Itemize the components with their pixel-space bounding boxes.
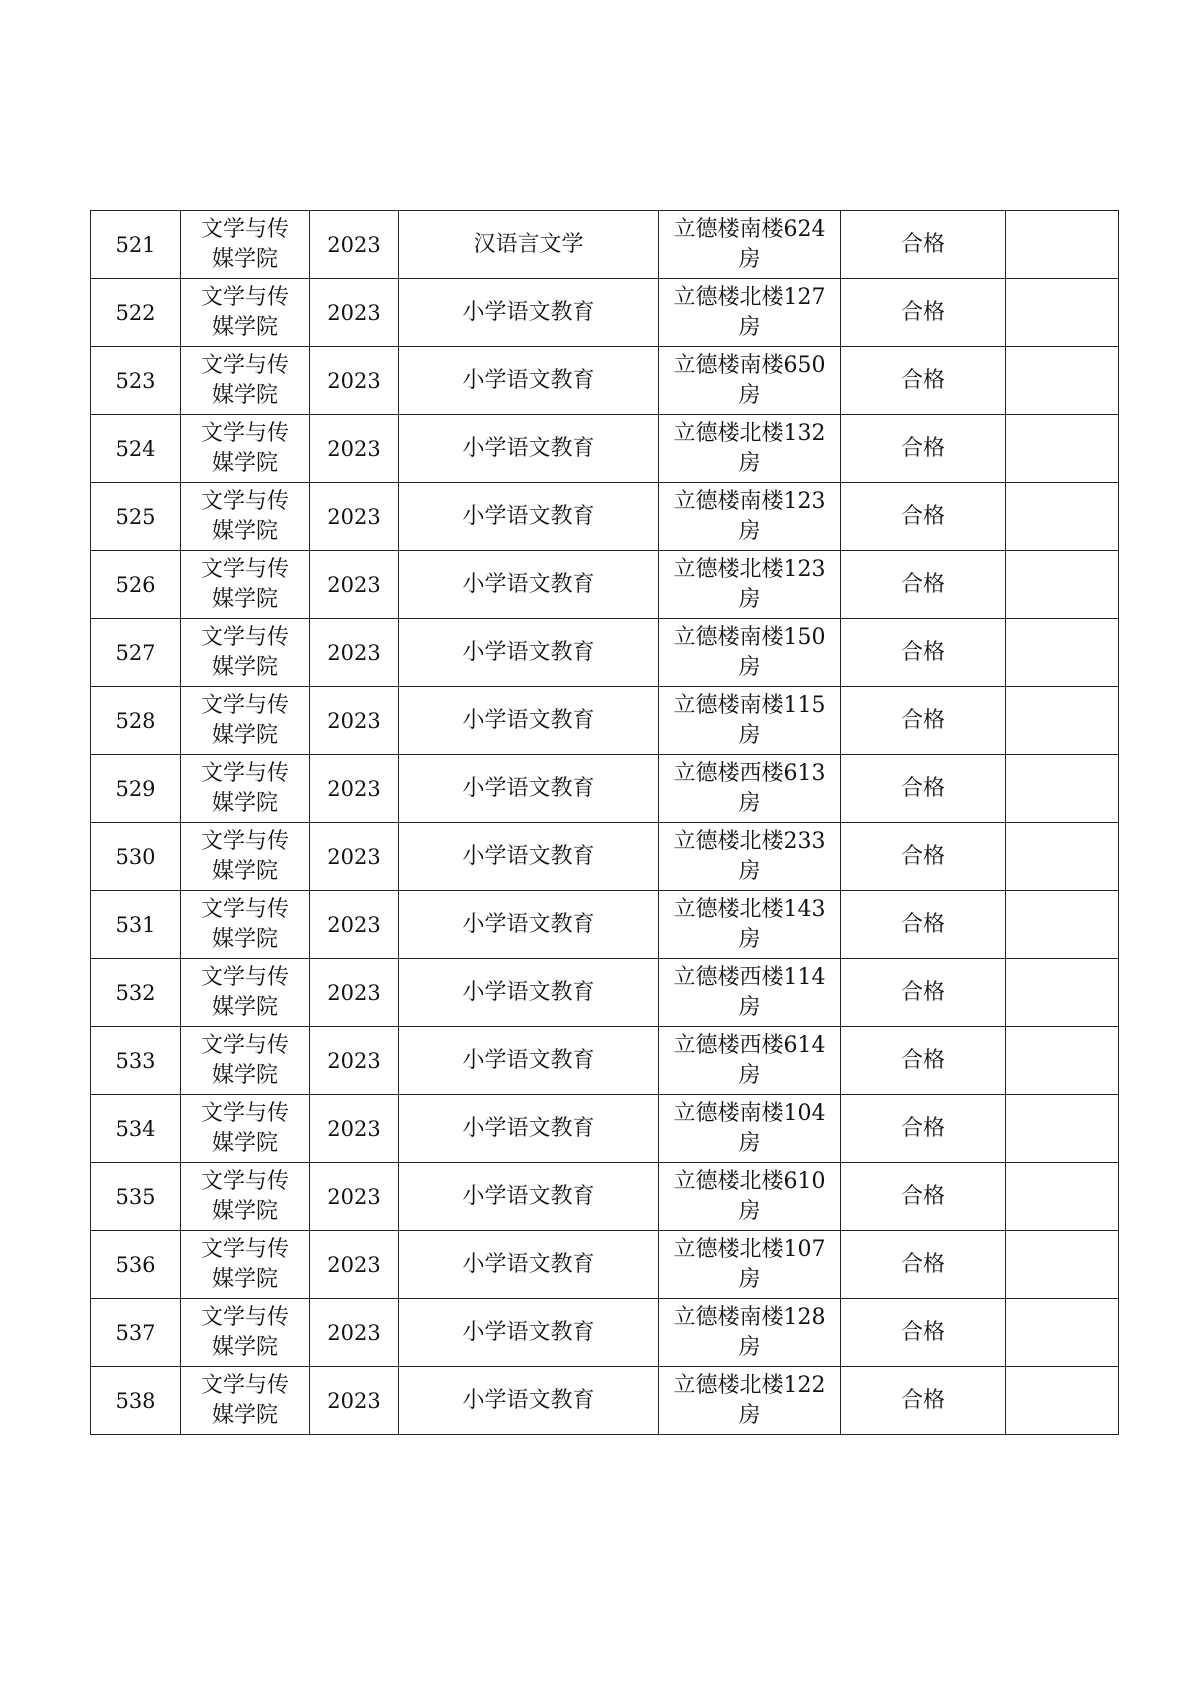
result-cell: 合格 (841, 279, 1006, 347)
major-cell: 小学语文教育 (399, 483, 659, 551)
result-cell: 合格 (841, 1231, 1006, 1299)
year-cell: 2023 (310, 959, 399, 1027)
result-cell: 合格 (841, 415, 1006, 483)
note-cell (1006, 755, 1119, 823)
major-cell: 小学语文教育 (399, 279, 659, 347)
result-cell: 合格 (841, 823, 1006, 891)
year-cell: 2023 (310, 823, 399, 891)
table-row (91, 959, 1119, 1027)
college-cell: 文学与传媒学院 (181, 279, 310, 347)
result-cell: 合格 (841, 211, 1006, 279)
year-cell: 2023 (310, 551, 399, 619)
result-cell: 合格 (841, 1299, 1006, 1367)
year-cell: 2023 (310, 279, 399, 347)
year-cell: 2023 (310, 1367, 399, 1435)
college-cell: 文学与传媒学院 (181, 415, 310, 483)
note-cell (1006, 959, 1119, 1027)
table-row (91, 755, 1119, 823)
note-cell (1006, 891, 1119, 959)
result-cell: 合格 (841, 891, 1006, 959)
year-cell: 2023 (310, 1231, 399, 1299)
room-cell: 立德楼北楼610房 (659, 1163, 841, 1231)
college-cell: 文学与传媒学院 (181, 755, 310, 823)
row-number-cell: 526 (91, 551, 181, 619)
room-cell: 立德楼北楼132房 (659, 415, 841, 483)
year-cell: 2023 (310, 1027, 399, 1095)
room-cell: 立德楼西楼614房 (659, 1027, 841, 1095)
major-cell: 小学语文教育 (399, 823, 659, 891)
year-cell: 2023 (310, 415, 399, 483)
college-cell: 文学与传媒学院 (181, 347, 310, 415)
college-cell: 文学与传媒学院 (181, 891, 310, 959)
major-cell: 小学语文教育 (399, 1163, 659, 1231)
room-cell: 立德楼南楼123房 (659, 483, 841, 551)
major-cell: 小学语文教育 (399, 755, 659, 823)
result-cell: 合格 (841, 755, 1006, 823)
year-cell: 2023 (310, 483, 399, 551)
note-cell (1006, 211, 1119, 279)
row-number-cell: 525 (91, 483, 181, 551)
note-cell (1006, 687, 1119, 755)
room-cell: 立德楼北楼107房 (659, 1231, 841, 1299)
major-cell: 小学语文教育 (399, 1367, 659, 1435)
row-number-cell: 521 (91, 211, 181, 279)
table-row (91, 1027, 1119, 1095)
table-row (91, 1163, 1119, 1231)
college-cell: 文学与传媒学院 (181, 211, 310, 279)
major-cell: 小学语文教育 (399, 891, 659, 959)
note-cell (1006, 823, 1119, 891)
college-cell: 文学与传媒学院 (181, 1231, 310, 1299)
major-cell: 小学语文教育 (399, 687, 659, 755)
college-cell: 文学与传媒学院 (181, 823, 310, 891)
college-cell: 文学与传媒学院 (181, 1095, 310, 1163)
table-row (91, 1231, 1119, 1299)
result-cell: 合格 (841, 347, 1006, 415)
room-cell: 立德楼南楼104房 (659, 1095, 841, 1163)
major-cell: 小学语文教育 (399, 347, 659, 415)
room-cell: 立德楼西楼613房 (659, 755, 841, 823)
note-cell (1006, 1163, 1119, 1231)
row-number-cell: 537 (91, 1299, 181, 1367)
note-cell (1006, 1367, 1119, 1435)
room-cell: 立德楼北楼143房 (659, 891, 841, 959)
table-row (91, 1299, 1119, 1367)
major-cell: 小学语文教育 (399, 1027, 659, 1095)
dormitory-inspection-table (90, 210, 1119, 1435)
row-number-cell: 533 (91, 1027, 181, 1095)
year-cell: 2023 (310, 755, 399, 823)
room-cell: 立德楼南楼115房 (659, 687, 841, 755)
table-row (91, 687, 1119, 755)
year-cell: 2023 (310, 1299, 399, 1367)
table-row (91, 211, 1119, 279)
table-row (91, 1095, 1119, 1163)
table-row (91, 891, 1119, 959)
row-number-cell: 529 (91, 755, 181, 823)
note-cell (1006, 1231, 1119, 1299)
row-number-cell: 534 (91, 1095, 181, 1163)
room-cell: 立德楼南楼624房 (659, 211, 841, 279)
row-number-cell: 538 (91, 1367, 181, 1435)
note-cell (1006, 279, 1119, 347)
college-cell: 文学与传媒学院 (181, 483, 310, 551)
row-number-cell: 524 (91, 415, 181, 483)
room-cell: 立德楼北楼127房 (659, 279, 841, 347)
college-cell: 文学与传媒学院 (181, 551, 310, 619)
year-cell: 2023 (310, 1163, 399, 1231)
result-cell: 合格 (841, 483, 1006, 551)
major-cell: 小学语文教育 (399, 1095, 659, 1163)
year-cell: 2023 (310, 619, 399, 687)
note-cell (1006, 415, 1119, 483)
major-cell: 汉语言文学 (399, 211, 659, 279)
table-row (91, 347, 1119, 415)
row-number-cell: 528 (91, 687, 181, 755)
room-cell: 立德楼北楼122房 (659, 1367, 841, 1435)
year-cell: 2023 (310, 1095, 399, 1163)
college-cell: 文学与传媒学院 (181, 1299, 310, 1367)
note-cell (1006, 483, 1119, 551)
room-cell: 立德楼南楼650房 (659, 347, 841, 415)
result-cell: 合格 (841, 1367, 1006, 1435)
row-number-cell: 535 (91, 1163, 181, 1231)
note-cell (1006, 619, 1119, 687)
college-cell: 文学与传媒学院 (181, 959, 310, 1027)
room-cell: 立德楼南楼128房 (659, 1299, 841, 1367)
note-cell (1006, 1095, 1119, 1163)
major-cell: 小学语文教育 (399, 551, 659, 619)
note-cell (1006, 551, 1119, 619)
row-number-cell: 523 (91, 347, 181, 415)
year-cell: 2023 (310, 891, 399, 959)
college-cell: 文学与传媒学院 (181, 1027, 310, 1095)
table-row (91, 415, 1119, 483)
row-number-cell: 531 (91, 891, 181, 959)
year-cell: 2023 (310, 687, 399, 755)
college-cell: 文学与传媒学院 (181, 619, 310, 687)
table-row (91, 1367, 1119, 1435)
note-cell (1006, 347, 1119, 415)
major-cell: 小学语文教育 (399, 959, 659, 1027)
major-cell: 小学语文教育 (399, 415, 659, 483)
year-cell: 2023 (310, 347, 399, 415)
college-cell: 文学与传媒学院 (181, 1163, 310, 1231)
result-cell: 合格 (841, 551, 1006, 619)
result-cell: 合格 (841, 959, 1006, 1027)
major-cell: 小学语文教育 (399, 1299, 659, 1367)
table-row (91, 551, 1119, 619)
result-cell: 合格 (841, 1027, 1006, 1095)
room-cell: 立德楼北楼123房 (659, 551, 841, 619)
room-cell: 立德楼北楼233房 (659, 823, 841, 891)
major-cell: 小学语文教育 (399, 619, 659, 687)
room-cell: 立德楼西楼114房 (659, 959, 841, 1027)
year-cell: 2023 (310, 211, 399, 279)
table-row (91, 823, 1119, 891)
table-row (91, 279, 1119, 347)
room-cell: 立德楼南楼150房 (659, 619, 841, 687)
row-number-cell: 527 (91, 619, 181, 687)
row-number-cell: 522 (91, 279, 181, 347)
note-cell (1006, 1027, 1119, 1095)
table-row (91, 483, 1119, 551)
college-cell: 文学与传媒学院 (181, 687, 310, 755)
result-cell: 合格 (841, 1095, 1006, 1163)
table-body (91, 211, 1119, 1435)
result-cell: 合格 (841, 1163, 1006, 1231)
note-cell (1006, 1299, 1119, 1367)
college-cell: 文学与传媒学院 (181, 1367, 310, 1435)
row-number-cell: 536 (91, 1231, 181, 1299)
result-cell: 合格 (841, 619, 1006, 687)
row-number-cell: 530 (91, 823, 181, 891)
result-cell: 合格 (841, 687, 1006, 755)
row-number-cell: 532 (91, 959, 181, 1027)
table-row (91, 619, 1119, 687)
major-cell: 小学语文教育 (399, 1231, 659, 1299)
